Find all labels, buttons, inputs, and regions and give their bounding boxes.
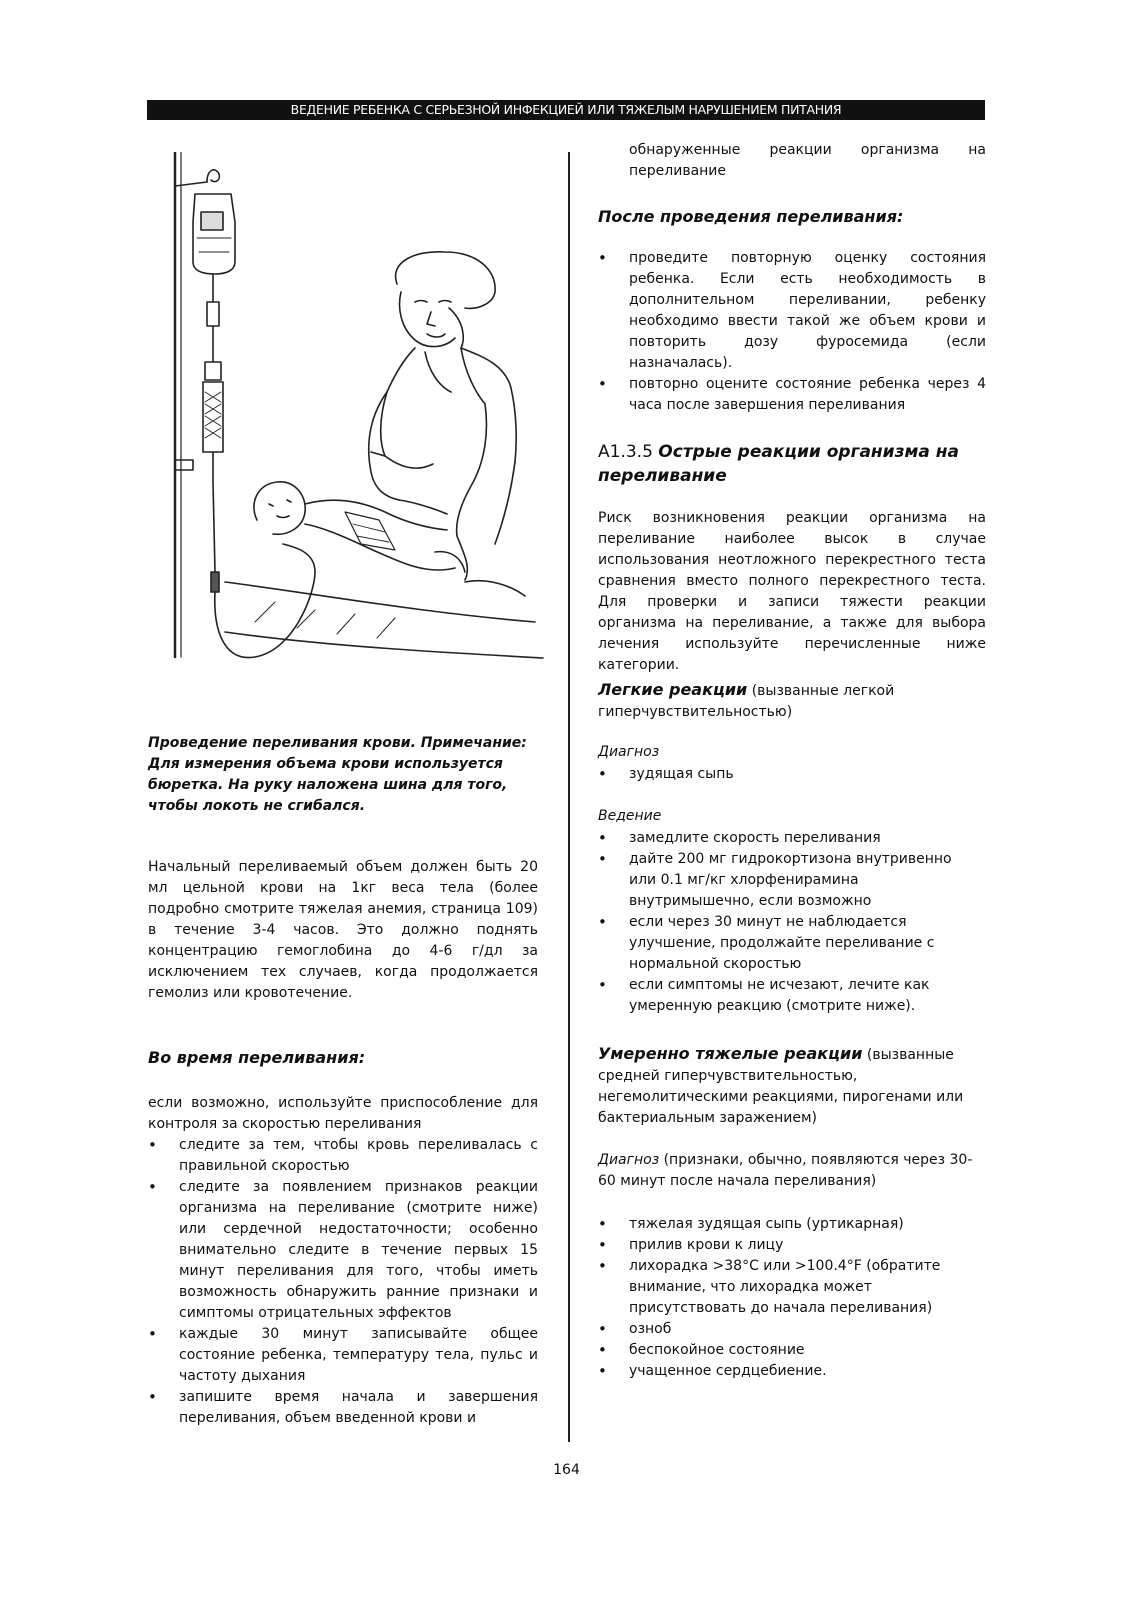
during-heading: Во время переливания: (148, 1048, 366, 1067)
figure-caption: Проведение переливания крови. Примечание: Для измерения объема крови используется бюретка. На руку наложена шина для того, чтобы локоть не сгибался. (148, 735, 527, 814)
section-title-text: Острые реакции организма на переливание (598, 442, 959, 486)
list-item: • озноб (598, 1319, 986, 1340)
list-item: • прилив крови к лицу (598, 1235, 986, 1256)
list-item: • зудящая сыпь (598, 764, 986, 785)
mild-subtitle: (вызванные легкой гиперчувствительностью) (598, 683, 895, 720)
list-item: • тяжелая зудящая сыпь (уртикарная) (598, 1214, 986, 1235)
intro-paragraph: Начальный переливаемый объем должен быть 20 мл цельной крови на 1кг веса тела (более подробно смотрите тяжелая анемия, страница 109) в течение 3-4 часов. Это должно поднять концентрацию гемоглобина до 4-6 г/дл за исключением тех случаев, когда продолжается гемолиз или кровотечение. (148, 859, 538, 1001)
list-item: • проведите повторную оценку состояния ребенка. Если есть необходимость в дополнительном переливании, ребенку необходимо ввести такой же объем крови и повторить дозу фуросемида (если назначалась). (598, 248, 986, 374)
moderate-diagnosis (598, 1150, 986, 1192)
moderate-diagnosis-list (598, 1214, 986, 1382)
page-number: 164 (553, 1462, 580, 1478)
list-item: • дайте 200 мг гидрокортизона внутривенно или 0.1 мг/кг хлорфенирамина внутримышечно, если возможно (598, 849, 958, 912)
section-number: A1.3.5 (598, 442, 653, 462)
list-item: • повторно оцените состояние ребенка через 4 часа после завершения переливания (598, 374, 986, 416)
moderate-subtitle: (вызванные средней гиперчувствительностью, негемолитическими реакциями, пирогенами или бактериальным заражением) (598, 1047, 964, 1126)
mild-diagnosis-label: Диагноз (598, 744, 660, 760)
list-item: • если через 30 минут не наблюдается улучшение, продолжайте переливание с нормальной скоростью (598, 912, 958, 975)
section-title (598, 440, 986, 488)
list-item: • если симптомы не исчезают, лечите как умеренную реакцию (смотрите ниже). (598, 975, 958, 1017)
list-item: • учащенное сердцебиение. (598, 1361, 986, 1382)
list-item: • беспокойное состояние (598, 1340, 986, 1361)
moderate-title: Умеренно тяжелые реакции (598, 1044, 863, 1063)
list-item: • следите за появлением признаков реакции организма на переливание (смотрите ниже) или сердечной недостаточности; особенно внимательно следите в течение первых 15 минут переливания для того, чтобы иметь возможность обнаружить ранние признаки и симптомы отрицательных эффектов (148, 1177, 538, 1324)
column-divider (568, 152, 570, 1442)
list-item: • следите за тем, чтобы кровь переливалась с правильной скоростью (148, 1135, 538, 1177)
mild-diagnosis-list (598, 764, 986, 785)
moderate-reactions-heading (598, 1043, 986, 1129)
during-text: если возможно, используйте приспособление для контроля за скоростью переливания (148, 1095, 538, 1132)
list-item: • запишите время начала и завершения переливания, объем введенной крови и (148, 1387, 538, 1429)
mild-management-label: Ведение (598, 808, 662, 824)
transfusion-illustration (165, 152, 545, 672)
list-item: • замедлите скорость переливания (598, 828, 958, 849)
mild-reactions-heading (598, 679, 986, 723)
continuation-text: обнаруженные реакции организма на переливание (629, 142, 986, 179)
moderate-diagnosis-note: (признаки, обычно, появляются через 30-60 минут после начала переливания) (598, 1152, 973, 1189)
mild-title: Легкие реакции (598, 680, 748, 699)
mild-management-list (598, 828, 958, 1017)
during-list (148, 1135, 538, 1429)
page-header: ВЕДЕНИЕ РЕБЕНКА С СЕРЬЕЗНОЙ ИНФЕКЦИЕЙ ИЛИ ТЯЖЕЛЫМ НАРУШЕНИЕМ ПИТАНИЯ (147, 100, 985, 120)
moderate-diagnosis-label: Диагноз (598, 1152, 660, 1168)
after-heading: После проведения переливания: (598, 207, 904, 226)
list-item: • лихорадка >38°С или >100.4°F (обратите внимание, что лихорадка может присутствовать до начала переливания) (598, 1256, 986, 1319)
list-item: • каждые 30 минут записывайте общее состояние ребенка, температуру тела, пульс и частоту дыхания (148, 1324, 538, 1387)
risk-paragraph: Риск возникновения реакции организма на переливание наиболее высок в случае использования неотложного перекрестного теста сравнения вместо полного перекрестного теста. Для проверки и записи тяжести реакции организма на переливание, а также для выбора лечения используйте перечисленные ниже категории. (598, 510, 986, 673)
after-list (598, 248, 986, 416)
